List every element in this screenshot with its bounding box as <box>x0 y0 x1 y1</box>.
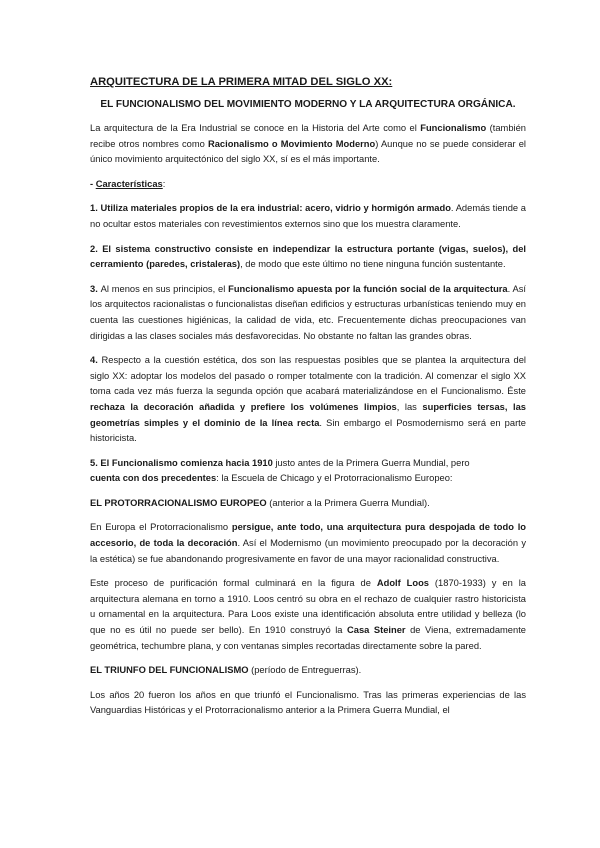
item-2 <box>90 242 526 273</box>
proto-heading-line <box>90 496 526 512</box>
intro-text-1: La arquitectura de la Era Industrial se conoce en la Historia del Arte como el <box>90 123 421 133</box>
intro-text-2: (también recibe otros nombres como <box>90 123 526 149</box>
item-4 <box>90 353 526 447</box>
proto-p2-text-1: Este proceso de purificación formal culminará en la figura de <box>90 578 377 589</box>
document-page <box>90 74 526 728</box>
proto-heading-rest: (anterior a la Primera Guerra Mundial). <box>266 497 430 508</box>
item-4-text-1: Respecto a la cuestión estética, dos son las respuestas posibles que se plantea la arquitectura del siglo XX: adoptar los modelos del pasado o romper totalmente con la tradición. Al comenzar el siglo XX toma cada vez más fuerza la segunda opción que acabará materializándose en el Funcionalismo. Éste <box>90 355 526 397</box>
proto-heading: EL PROTORRACIONALISMO EUROPEO <box>90 497 267 508</box>
item-4-text-3: . Sin embargo el Posmodernismo será en parte historicista. <box>90 417 526 444</box>
item-2-number: 2. <box>90 243 103 254</box>
triumph-heading-rest: (período de Entreguerras). <box>248 665 362 676</box>
item-4-bold-1: rechaza la decoración añadida y prefiere los volúmenes limpios <box>90 401 397 412</box>
intro-bold-funcionalismo: Funcionalismo <box>420 123 487 133</box>
item-4-bold-2: superficies tersas, las geometrías simples y el dominio de la línea recta <box>90 401 527 428</box>
item-3-bold: Funcionalismo apuesta por la función social de la arquitectura <box>228 283 508 294</box>
proto-p2-text-3: de Viena, extremadamente geométrica, techumbre plana, y con ventanas simples recortadas directamente sobre la pared. <box>90 625 526 651</box>
item-3-text-1: Al menos en sus principios, el <box>100 283 229 294</box>
item-1-number: 1. <box>90 203 101 214</box>
item-5-text-2: : la Escuela de Chicago y el Protorracionalismo Europeo: <box>216 473 453 484</box>
last-paragraph: Los años 20 fueron los años en que triunfó el Funcionalismo. Tras las primeras experiencias de las Vanguardias Históricas y el Protorracionalismo anterior a la Primera Guerra Mundial, el <box>90 689 526 716</box>
proto-p2-bold-loos: Adolf Loos <box>376 578 429 589</box>
item-5-text-1: justo antes de la Primera Guerra Mundial, pero <box>272 457 470 468</box>
item-5-bold-1: 5. El Funcionalismo comienza hacia 1910 <box>90 457 273 468</box>
characteristics-colon: : <box>162 178 166 189</box>
item-2-text: , de modo que este último no tiene ninguna función sustentante. <box>240 259 506 270</box>
proto-p1-text-2: . Así el Modernismo (un movimiento preocupado por la decoración y la estética) se fue abandonando progresivamente en favor de una mayor racionalidad constructiva. <box>90 538 526 564</box>
item-1 <box>90 201 526 232</box>
proto-p1-bold: persigue, ante todo, una arquitectura pura despojada de todo lo accesorio, de toda la decoración <box>90 522 526 549</box>
characteristics-dash: - <box>90 178 96 189</box>
page-subtitle: EL FUNCIONALISMO DEL MOVIMIENTO MODERNO Y LA ARQUITECTURA ORGÁNICA. <box>100 99 516 110</box>
item-4-number: 4. <box>90 355 102 366</box>
proto-paragraph-2 <box>90 576 526 654</box>
item-3-number: 3. <box>90 283 101 294</box>
page-title: ARQUITECTURA DE LA PRIMERA MITAD DEL SIGLO XX: <box>90 76 393 88</box>
item-1-text: . Además tiende a no ocultar estos materiales con revestimientos externos sino que los muestra claramente. <box>90 203 526 229</box>
item-1-bold: Utiliza materiales propios de la era industrial: acero, vidrio y hormigón armado <box>100 203 451 214</box>
intro-text-3: ) Aunque no se puede considerar el único movimiento arquitectónico del siglo XX, sí es el más importante. <box>90 138 526 165</box>
characteristics-label: Características <box>95 178 163 189</box>
item-5 <box>90 456 526 487</box>
item-3 <box>90 282 526 344</box>
item-3-text-2: . Así los arquitectos racionalistas o funcionalistas diseñan edificios y estructuras urbanísticas teniendo muy en cuenta las cuestiones higiénicas, la calidad de vida, etc. Frecuentemente dichas preocupaciones van dirigidas a las clases sociales más desfavorecidas. No obstante no faltan las grandes obras. <box>90 283 527 341</box>
item-2-bold: El sistema constructivo consiste en independizar la estructura portante (vigas, suelos), del cerramiento (paredes, cristaleras) <box>90 243 526 270</box>
triumph-heading: EL TRIUNFO DEL FUNCIONALISMO <box>90 665 249 676</box>
proto-p1-text-1: En Europa el Protorracionalismo <box>90 522 232 533</box>
item-4-text-2: , las <box>396 401 423 412</box>
item-5-bold-2: cuenta con dos precedentes <box>90 473 217 484</box>
proto-p2-bold-steiner: Casa Steiner <box>347 625 406 636</box>
intro-paragraph <box>90 121 526 168</box>
triumph-heading-line <box>90 663 526 679</box>
characteristics-heading <box>90 177 526 193</box>
intro-bold-racionalismo: Racionalismo o Movimiento Moderno <box>207 138 376 149</box>
proto-p2-text-2: (1870-1933) y en la arquitectura alemana en torno a 1910. Loos centró su obra en el rechazo de cualquier rastro historicista u ornamental en la arquitectura. Para Loos existe una identificación absoluta entre utilidad y belleza (lo que no es útil no puede ser bello). En 1910 construyó la <box>90 578 526 636</box>
proto-paragraph-1 <box>90 520 526 567</box>
